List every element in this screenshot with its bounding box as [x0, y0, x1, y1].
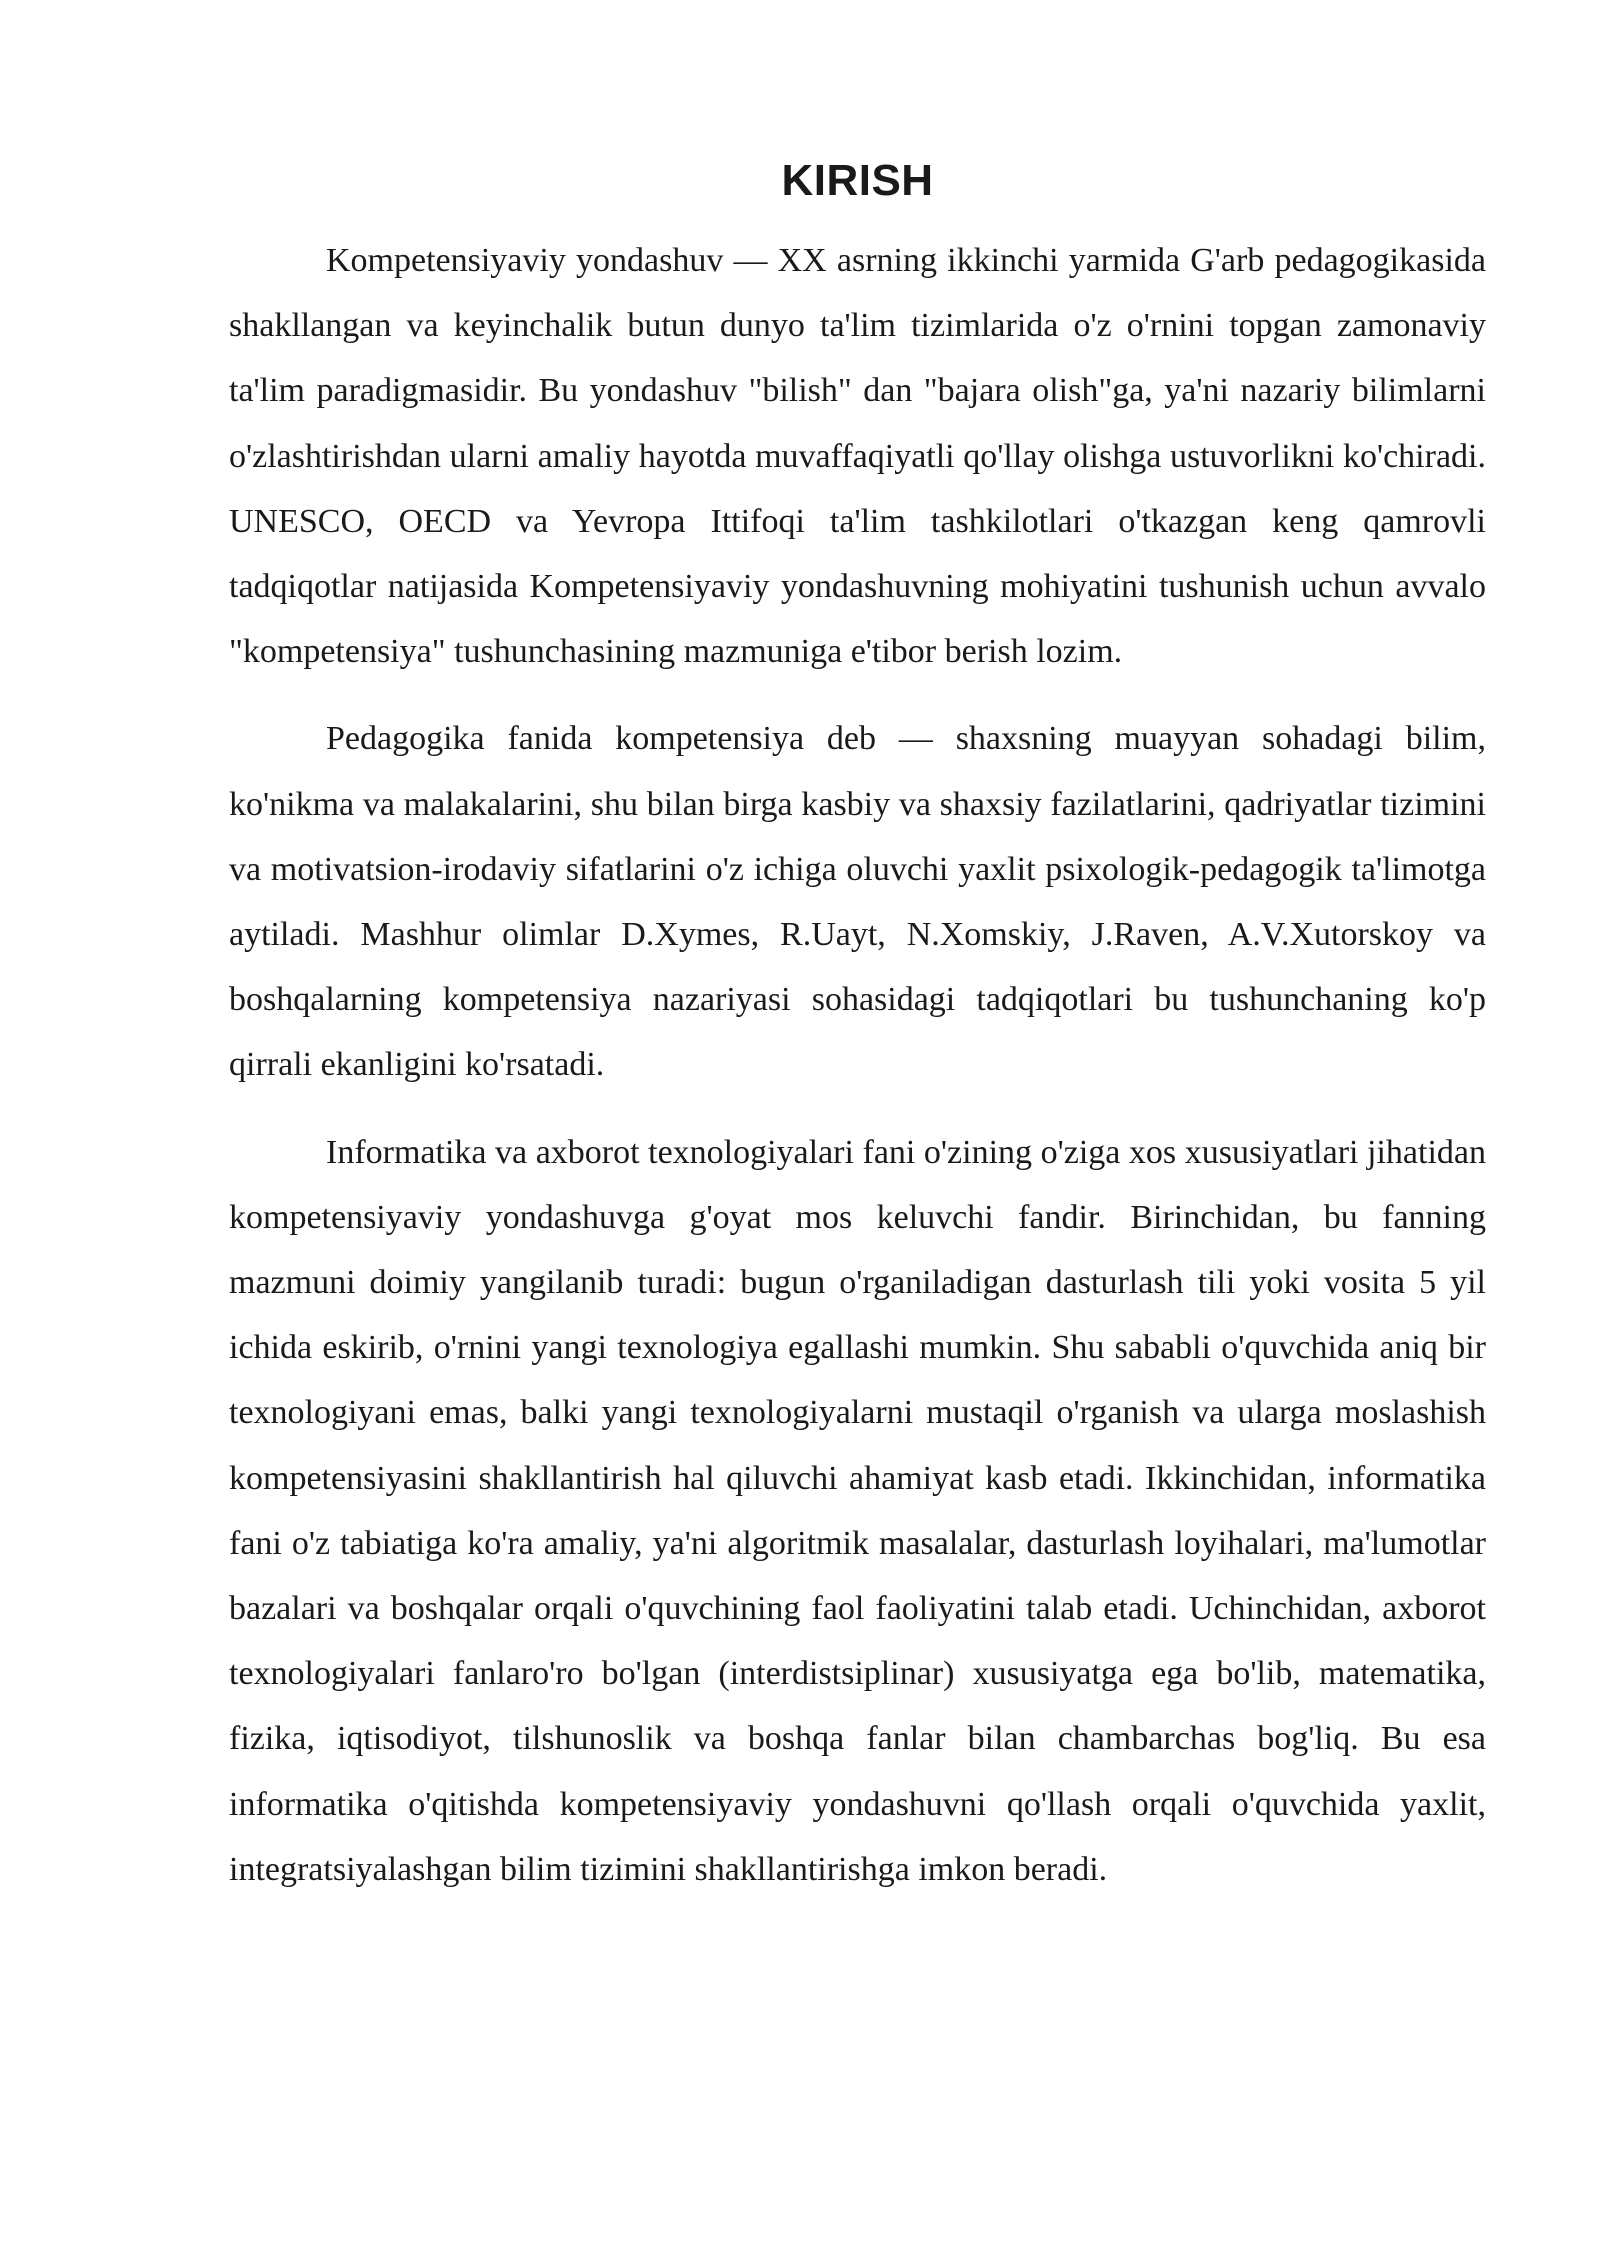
document-body: [229, 150, 1486, 1924]
paragraph-3: Informatika va axborot texnologiyalari fani o'zining o'ziga xos xususiyatlari jihatidan kompetensiyaviy yondashuvga g'oyat mos keluvchi fandir. Birinchidan, bu fanning mazmuni doimiy yangilanib turadi: bugun o'rganiladigan dasturlash tili yoki vosita 5 yil ichida eskirib, o'rnini yangi texnologiya egallashi mumkin. Shu sababli o'quvchida aniq bir texnologiyani emas, balki yangi texnologiyalarni mustaqil o'rganish va ularga moslashish kompetensiyasini shakllantirish hal qiluvchi ahamiyat kasb etadi. Ikkinchidan, informatika fani o'z tabiatiga ko'ra amaliy, ya'ni algoritmik masalalar, dasturlash loyihalari, ma'lumotlar bazalari va boshqalar orqali o'quvchining faol faoliyatini talab etadi. Uchinchidan, axborot texnologiyalari fanlaro'ro bo'lgan (interdistsiplinar) xususiyatga ega bo'lib, matematika, fizika, iqtisodiyot, tilshunoslik va boshqa fanlar bilan chambarchas bog'liq. Bu esa informatika o'qitishda kompetensiyaviy yondashuvni qo'llash orqali o'quvchida yaxlit, integratsiyalashgan bilim tizimini shakllantirishga imkon beradi.: [229, 1133, 1486, 1888]
paragraph-1: Kompetensiyaviy yondashuv — XX asrning ikkinchi yarmida G'arb pedagogikasida shakllangan va keyinchalik butun dunyo ta'lim tizimlarida o'z o'rnini topgan zamonaviy ta'lim paradigmasidir. Bu yondashuv "bilish" dan "bajara olish"ga, ya'ni nazariy bilimlarni o'zlashtirishdan ularni amaliy hayotda muvaffaqiyatli qo'llay olishga ustuvorlikni ko'chiradi. UNESCO, OECD va Yevropa Ittifoqi ta'lim tashkilotlari o'tkazgan keng qamrovli tadqiqotlar natijasida Kompetensiyaviy yondashuvning mohiyatini tushunish uchun avvalo "kompetensiya" tushunchasining mazmuniga e'tibor berish lozim.: [229, 242, 1486, 671]
paragraph-2: Pedagogika fanida kompetensiya deb — shaxsning muayyan sohadagi bilim, ko'nikma va malakalarini, shu bilan birga kasbiy va shaxsiy fazilatlarini, qadriyatlar tizimini va motivatsion-irodaviy sifatlarini o'z ichiga oluvchi yaxlit psixologik-pedagogik ta'limotga aytiladi. Mashhur olimlar D.Xymes, R.Uayt, N.Xomskiy, J.Raven, A.V.Xutorskoy va boshqalarning kompetensiya nazariyasi sohasidagi tadqiqotlari bu tushunchaning ko'p qirrali ekanligini ko'rsatadi.: [229, 720, 1486, 1084]
page-title: KIRISH: [781, 156, 934, 205]
